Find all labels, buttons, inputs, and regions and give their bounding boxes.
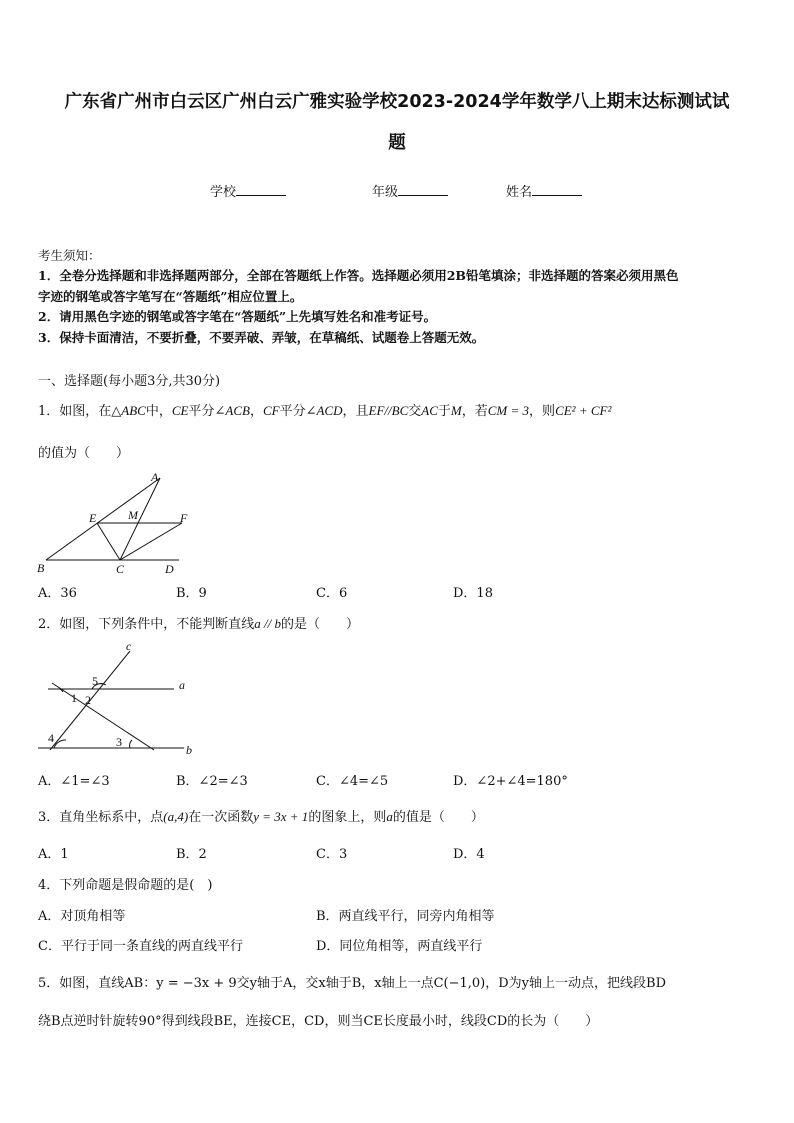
notice-item-1-cont: 字迹的钢笔或答字笔写在“答题纸”相应位置上。 xyxy=(38,289,303,304)
q2-option-a[interactable]: A．∠1=∠3 xyxy=(38,774,110,789)
q1-label-F: F xyxy=(180,511,188,525)
name-blank[interactable] xyxy=(532,183,582,196)
q2-option-b[interactable]: B．∠2=∠3 xyxy=(176,774,248,789)
grade-field[interactable] xyxy=(372,181,448,200)
q1-label-A: A xyxy=(151,470,159,484)
q2-figure xyxy=(34,636,204,761)
name-field[interactable] xyxy=(506,181,582,200)
q1-text: 平分 xyxy=(279,404,306,419)
q3-math: y = 3x + 1 xyxy=(253,809,309,824)
notice-heading: 考生须知： xyxy=(38,248,101,263)
question-1-stem xyxy=(38,400,611,419)
q1-segment-BA xyxy=(46,478,160,560)
question-5-stem: 5．如图，直线AB：y = −3x + 9交y轴于A，交x轴于B，x轴上一点C(−1,0)，D为y轴上一动点，把线段BD xyxy=(38,976,666,991)
q1-text: ，若 xyxy=(461,404,488,419)
q3-math: a xyxy=(386,809,393,824)
q1-text: ， xyxy=(249,404,263,419)
q3-math: (a,4) xyxy=(163,809,189,824)
q2-option-c[interactable]: C．∠4=∠5 xyxy=(316,774,389,789)
q2-text: 的是（ ） xyxy=(281,617,360,632)
q1-math: CM = 3 xyxy=(487,403,530,418)
q2-label-1: 1 xyxy=(71,691,77,705)
q4-option-b[interactable]: B．两直线平行，同旁内角相等 xyxy=(316,909,495,924)
q1-math: CF xyxy=(262,403,280,418)
q1-label-D: D xyxy=(165,562,174,576)
q1-option-b[interactable]: B．9 xyxy=(176,586,207,601)
q1-math: ∠ACD xyxy=(305,403,343,418)
question-5-stem-cont: 绕B点逆时针旋转90°得到线段BE，连接CE，CD，则当CE长度最小时，线段CD的长为（ ） xyxy=(38,1014,599,1029)
school-blank[interactable] xyxy=(236,183,286,196)
q1-text: 平分 xyxy=(188,404,215,419)
q2-label-b: b xyxy=(186,743,192,757)
q1-label-M: M xyxy=(128,508,138,522)
q4-option-c[interactable]: C．平行于同一条直线的两直线平行 xyxy=(38,939,243,954)
q1-math: △ABC xyxy=(111,403,146,418)
q2-label-4: 4 xyxy=(48,731,54,745)
q1-label-C: C xyxy=(116,562,125,576)
grade-blank[interactable] xyxy=(398,183,448,196)
q1-option-a[interactable]: A．36 xyxy=(38,586,77,601)
page-title-continued: 题 xyxy=(388,133,406,153)
q1-math: AC xyxy=(421,403,438,418)
section-heading: 一、选择题(每小题3分,共30分) xyxy=(38,374,221,389)
q1-math: CE xyxy=(171,403,189,418)
notice-item-2: 2．请用黑色字迹的钢笔或答字笔在“答题纸”上先填写姓名和准考证号。 xyxy=(38,309,437,324)
question-2-stem xyxy=(38,613,359,632)
q2-math: a // b xyxy=(254,616,282,631)
q1-math: M xyxy=(450,403,462,418)
q1-segment-EC xyxy=(97,523,120,560)
notice-item-1: 1．全卷分选择题和非选择题两部分，全部在答题纸上作答。选择题必须用2B铅笔填涂；非选择题的答案必须用黑色 xyxy=(38,268,679,283)
q1-label-E: E xyxy=(89,511,97,525)
question-3-stem xyxy=(38,806,484,825)
q2-option-d[interactable]: D．∠2+∠4=180° xyxy=(453,774,568,789)
q2-text: 2．如图，下列条件中，不能判断直线 xyxy=(38,617,255,632)
q3-option-d[interactable]: D．4 xyxy=(453,847,485,862)
q1-option-c[interactable]: C．6 xyxy=(316,586,348,601)
grade-label: 年级 xyxy=(372,185,399,200)
q1-math: ∠ACB xyxy=(214,403,250,418)
q2-label-5: 5 xyxy=(92,674,98,688)
q2-transversal xyxy=(52,683,154,750)
name-label: 姓名 xyxy=(506,185,533,200)
q4-option-d[interactable]: D．同位角相等，两直线平行 xyxy=(316,939,483,954)
q3-text: 3．直角坐标系中，点 xyxy=(38,810,164,825)
q1-text: 1．如图，在 xyxy=(38,404,112,419)
q2-angle-4-arc xyxy=(54,740,66,748)
q2-label-a: a xyxy=(179,678,185,692)
q3-option-c[interactable]: C．3 xyxy=(316,847,348,862)
q1-math: EF//BC xyxy=(368,403,409,418)
q1-option-d[interactable]: D．18 xyxy=(453,586,493,601)
q3-text: 的值是（ ） xyxy=(392,810,484,825)
question-1-stem-cont: 的值为（ ） xyxy=(38,446,130,461)
q1-text: ，则 xyxy=(529,404,556,419)
q2-label-c: c xyxy=(126,639,132,653)
school-label: 学校 xyxy=(210,185,237,200)
q2-angle-3-arc xyxy=(130,740,132,748)
q2-label-2: 2 xyxy=(85,693,91,707)
page-title: 广东省广州市白云区广州白云广雅实验学校2023-2024学年数学八上期末达标测试试 xyxy=(64,92,730,112)
q1-text: 于 xyxy=(437,404,451,419)
q3-option-a[interactable]: A．1 xyxy=(38,847,69,862)
q1-text: 中， xyxy=(145,404,172,419)
q1-math: CE² + CF² xyxy=(555,403,612,418)
q3-text: 的图象上，则 xyxy=(308,810,387,825)
notice-item-3: 3．保持卡面清洁，不要折叠，不要弄破、弄皱，在草稿纸、试题卷上答题无效。 xyxy=(38,330,485,345)
q1-text: 交 xyxy=(408,404,422,419)
q1-text: ，且 xyxy=(342,404,369,419)
q1-figure xyxy=(34,468,194,578)
question-4-stem: 4．下列命题是假命题的是( ) xyxy=(38,878,213,893)
q3-option-b[interactable]: B．2 xyxy=(176,847,207,862)
q1-label-B: B xyxy=(37,561,45,575)
q4-option-a[interactable]: A．对顶角相等 xyxy=(38,909,126,924)
q2-label-3: 3 xyxy=(116,735,122,749)
q3-text: 在一次函数 xyxy=(188,810,254,825)
school-field[interactable] xyxy=(210,181,286,200)
